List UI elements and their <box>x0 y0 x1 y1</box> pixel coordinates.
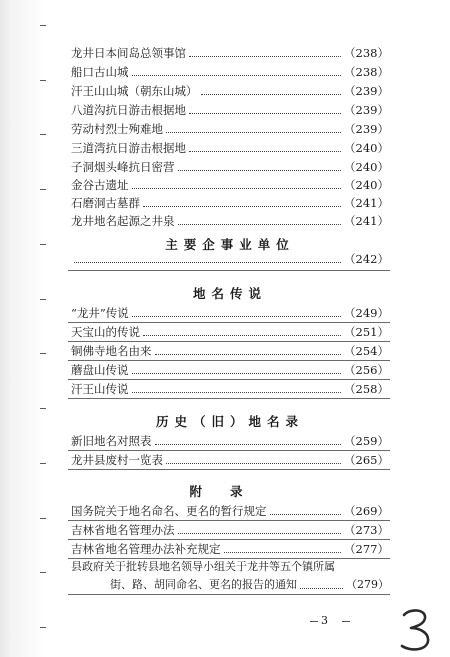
toc-entry-page: （241） <box>344 214 389 228</box>
toc-entry[interactable] <box>71 451 389 469</box>
divider-line <box>68 469 390 470</box>
binding-mark <box>40 408 46 413</box>
dot-leader <box>166 463 341 464</box>
dot-leader <box>74 262 341 263</box>
divider-line <box>68 594 390 595</box>
toc-entry-page: （242） <box>344 252 389 266</box>
toc-entry-page: （259） <box>344 434 389 448</box>
dot-leader <box>189 113 341 114</box>
toc-entry-title: 县政府关于批转县地名领导小组关于龙井等五个镇所属 <box>71 560 335 573</box>
toc-entry-title: 蘑盘山传说 <box>71 363 129 377</box>
binding-mark <box>40 353 46 358</box>
toc-entry-page: （254） <box>344 344 389 358</box>
dot-leader <box>143 335 341 336</box>
toc-entry-title: 新旧地名对照表 <box>71 434 152 448</box>
section-heading-legends: 地名传说 <box>192 286 267 301</box>
toc-entry-page: （238） <box>344 65 389 79</box>
binding-mark <box>40 80 46 85</box>
toc-entry-title: 三道湾抗日游击根据地 <box>71 141 186 155</box>
toc-entry[interactable] <box>71 323 389 341</box>
toc-entry[interactable] <box>71 194 389 212</box>
toc-entry[interactable] <box>71 139 389 157</box>
toc-entry[interactable] <box>71 176 389 194</box>
handwritten-page-mark <box>396 606 436 654</box>
dot-leader <box>132 316 341 317</box>
dot-leader <box>143 206 341 207</box>
toc-entry[interactable] <box>71 380 389 398</box>
dot-leader <box>155 444 342 445</box>
binding-mark <box>40 463 46 468</box>
toc-entry-title: 吉林省地名管理办法补充规定 <box>71 542 221 556</box>
toc-entry-page: （277） <box>344 542 389 556</box>
binding-mark <box>40 299 46 304</box>
binding-mark <box>40 627 46 632</box>
toc-entry[interactable] <box>71 540 389 558</box>
toc-entry-page: （240） <box>344 141 389 155</box>
page-number-dash <box>342 621 350 622</box>
binding-mark <box>40 244 46 249</box>
dot-leader <box>300 588 343 589</box>
toc-entry[interactable] <box>71 63 389 81</box>
toc-entry-title: 铜佛寺地名由来 <box>71 344 152 358</box>
dot-leader <box>189 56 341 57</box>
toc-entry[interactable] <box>71 342 389 360</box>
toc-entry-page: （239） <box>344 122 389 136</box>
divider-line <box>68 398 390 399</box>
binding-mark <box>40 518 46 523</box>
toc-entry-title: 街、路、胡同命名、更名的报告的通知 <box>110 578 297 591</box>
toc-entry-title: 龙井日本间岛总领事馆 <box>71 46 186 60</box>
dot-leader <box>132 188 342 189</box>
toc-entry-title: 龙井地名起源之井泉 <box>71 214 175 228</box>
dot-leader <box>132 75 342 76</box>
toc-entry-title: 汗王山传说 <box>71 382 129 396</box>
toc-entry-title: “龙井”传说 <box>71 306 129 320</box>
toc-entry-page: （239） <box>344 84 389 98</box>
toc-entry-page: （279） <box>346 578 389 591</box>
dot-leader <box>189 151 341 152</box>
toc-entry-page: （251） <box>344 325 389 339</box>
toc-entry[interactable] <box>71 361 389 379</box>
toc-entry[interactable] <box>71 101 389 119</box>
toc-entry[interactable] <box>71 521 389 539</box>
dot-leader <box>132 392 342 393</box>
toc-entry-title: 八道沟抗日游击根据地 <box>71 103 186 117</box>
toc-entry-page: （241） <box>344 196 389 210</box>
toc-entry[interactable] <box>71 212 389 230</box>
toc-entry-page: （238） <box>344 46 389 60</box>
toc-entry[interactable] <box>71 44 389 62</box>
toc-entry[interactable] <box>71 502 389 520</box>
toc-entry-title: 汗王山山城（朝东山城） <box>71 84 198 98</box>
toc-entry[interactable] <box>71 432 389 450</box>
toc-entry-page: （240） <box>344 178 389 192</box>
toc-entry-title: 船口古山城 <box>71 65 129 79</box>
binding-mark <box>40 25 46 30</box>
section-heading-appendix: 附录 <box>189 484 271 499</box>
toc-entry-page: （240） <box>344 160 389 174</box>
toc-entry-title: 石磨洞古墓群 <box>71 196 140 210</box>
dot-leader <box>270 514 342 515</box>
dot-leader <box>132 373 342 374</box>
toc-entry-title: 金谷古遗址 <box>71 178 129 192</box>
toc-entry-page: （239） <box>344 103 389 117</box>
toc-entry[interactable] <box>71 120 389 138</box>
dot-leader <box>224 552 342 553</box>
toc-entry[interactable] <box>71 304 389 322</box>
toc-entry-title: 龙井县废村一览表 <box>71 453 163 467</box>
toc-entry-title: 劳动村烈士殉难地 <box>71 122 163 136</box>
toc-entry-page: （258） <box>344 382 389 396</box>
binding-marks <box>26 0 60 657</box>
toc-entry[interactable] <box>71 250 389 268</box>
toc-entry-page: （273） <box>344 523 389 537</box>
toc-entry-line1[interactable] <box>71 558 389 576</box>
binding-mark <box>40 134 46 139</box>
binding-mark <box>40 572 46 577</box>
dot-leader <box>178 170 342 171</box>
toc-entry-page: （265） <box>344 453 389 467</box>
toc-entry-title: 吉林省地名管理办法 <box>71 523 175 537</box>
dot-leader <box>178 533 342 534</box>
dot-leader <box>155 354 342 355</box>
toc-entry-title: 子洞烟头峰抗日密营 <box>71 160 175 174</box>
toc-entry[interactable] <box>71 82 389 100</box>
toc-entry-title: 天宝山的传说 <box>71 325 140 339</box>
section-heading-history: 历史（旧）地名录 <box>155 414 304 429</box>
page-number: 3 <box>321 614 329 627</box>
toc-entry-page: （256） <box>344 363 389 377</box>
toc-entry-title: 国务院关于地名命名、更名的暂行规定 <box>71 504 267 518</box>
divider-line <box>68 270 390 271</box>
binding-mark <box>40 189 46 194</box>
dot-leader <box>166 132 341 133</box>
section-heading-enterprises: 主要企事业单位 <box>165 237 295 252</box>
toc-entry-page: （249） <box>344 306 389 320</box>
toc-entry-page: （269） <box>344 504 389 518</box>
toc-entry[interactable] <box>71 158 389 176</box>
toc-entry-line2[interactable] <box>110 576 389 594</box>
dot-leader <box>178 224 342 225</box>
dot-leader <box>201 94 342 95</box>
